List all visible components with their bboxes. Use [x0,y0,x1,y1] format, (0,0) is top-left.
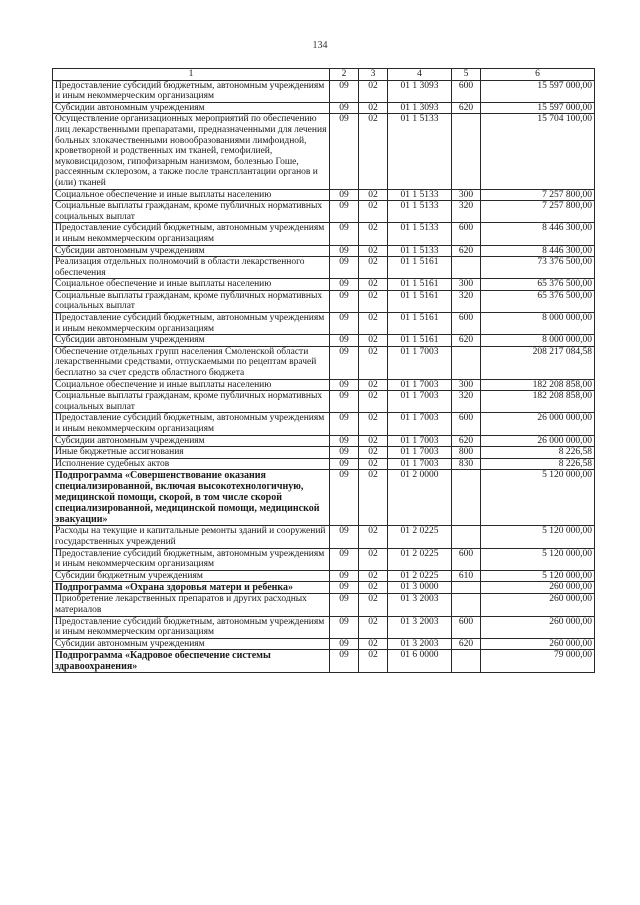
section-code-cell: 09 [330,638,359,650]
target-article-cell: 01 1 5161 [388,313,452,335]
amount-cell: 15 597 000,00 [481,102,595,114]
table-row [53,114,595,189]
table-row [53,313,595,335]
table-row [53,223,595,245]
table-row [53,245,595,257]
expense-type-cell: 600 [452,413,481,435]
section-code-cell: 09 [330,201,359,223]
section-code-cell: 09 [330,223,359,245]
target-article-cell: 01 1 5133 [388,201,452,223]
target-article-cell: 01 1 5133 [388,245,452,257]
expense-type-cell [452,114,481,189]
amount-cell: 182 208 858,00 [481,379,595,391]
subsection-code-cell: 02 [359,638,388,650]
subsection-code-cell: 02 [359,548,388,570]
amount-cell: 5 120 000,00 [481,570,595,582]
target-article-cell: 01 2 0225 [388,526,452,548]
item-name-cell: Подпрограмма «Охрана здоровья матери и ребенка» [53,582,330,594]
section-code-cell: 09 [330,458,359,470]
section-code-cell: 09 [330,650,359,673]
target-article-cell: 01 1 3093 [388,80,452,102]
section-code-cell: 09 [330,435,359,447]
item-name-cell: Подпрограмма «Кадровое обеспечение системы здравоохранения» [53,650,330,673]
subsection-code-cell: 02 [359,447,388,459]
item-name-cell: Осуществление организационных мероприятий по обеспечению лиц лекарственными препаратами, предназначенными для лечения больных злокачественными новообразованиями лимфоидной, кроветворной и родственных им тканей, гемофилией, муковисцидозом, гипофизарным нанизмом, болезнью Гоше, рассеянным склерозом, а также после трансплантации органов и (или) тканей [53,114,330,189]
subsection-code-cell: 02 [359,223,388,245]
budget-table [52,68,595,673]
expense-type-cell [452,650,481,673]
amount-cell: 260 000,00 [481,638,595,650]
subsection-code-cell: 02 [359,102,388,114]
item-name-cell: Предоставление субсидий бюджетным, автономным учреждениям и иным некоммерческим организациям [53,548,330,570]
expense-type-cell [452,257,481,279]
subsection-code-cell: 02 [359,526,388,548]
amount-cell: 26 000 000,00 [481,413,595,435]
target-article-cell: 01 1 7003 [388,413,452,435]
column-number-4: 4 [388,69,452,81]
target-article-cell: 01 6 0000 [388,650,452,673]
item-name-cell: Расходы на текущие и капитальные ремонты зданий и сооружений государственных учреждений [53,526,330,548]
item-name-cell: Предоставление субсидий бюджетным, автономным учреждениям и иным некоммерческим организациям [53,616,330,638]
page-number: 134 [312,40,328,51]
target-article-cell: 01 3 0000 [388,582,452,594]
section-code-cell: 09 [330,570,359,582]
target-article-cell: 01 2 0000 [388,470,452,526]
amount-cell: 260 000,00 [481,616,595,638]
table-row [53,594,595,616]
section-code-cell: 09 [330,313,359,335]
expense-type-cell [452,594,481,616]
subsection-code-cell: 02 [359,582,388,594]
amount-cell: 208 217 084,58 [481,346,595,379]
table-row [53,413,595,435]
section-code-cell: 09 [330,80,359,102]
table-row [53,616,595,638]
table-row [53,435,595,447]
expense-type-cell: 320 [452,290,481,312]
item-name-cell: Социальное обеспечение и иные выплаты населению [53,279,330,291]
item-name-cell: Приобретение лекарственных препаратов и других расходных материалов [53,594,330,616]
section-code-cell: 09 [330,279,359,291]
item-name-cell: Обеспечение отдельных групп населения Смоленской области лекарственными средствами, отпускаемыми по рецептам врачей бесплатно за счет средств областного бюджета [53,346,330,379]
table-row [53,257,595,279]
amount-cell: 8 000 000,00 [481,313,595,335]
subsection-code-cell: 02 [359,594,388,616]
subsection-code-cell: 02 [359,413,388,435]
expense-type-cell: 610 [452,570,481,582]
expense-type-cell: 620 [452,638,481,650]
table-row [53,189,595,201]
item-name-cell: Социальное обеспечение и иные выплаты населению [53,379,330,391]
item-name-cell: Предоставление субсидий бюджетным, автономным учреждениям и иным некоммерческим организациям [53,223,330,245]
section-code-cell: 09 [330,102,359,114]
expense-type-cell: 300 [452,279,481,291]
expense-type-cell: 300 [452,379,481,391]
subsection-code-cell: 02 [359,245,388,257]
expense-type-cell: 620 [452,102,481,114]
subsection-code-cell: 02 [359,201,388,223]
target-article-cell: 01 2 0225 [388,570,452,582]
subsection-code-cell: 02 [359,290,388,312]
section-code-cell: 09 [330,257,359,279]
column-number-6: 6 [481,69,595,81]
item-name-cell: Социальные выплаты гражданам, кроме публичных нормативных социальных выплат [53,201,330,223]
target-article-cell: 01 1 5133 [388,114,452,189]
section-code-cell: 09 [330,379,359,391]
table-row [53,582,595,594]
expense-type-cell: 620 [452,335,481,347]
amount-cell: 15 597 000,00 [481,80,595,102]
amount-cell: 260 000,00 [481,582,595,594]
expense-type-cell [452,346,481,379]
table-row [53,526,595,548]
target-article-cell: 01 1 3093 [388,102,452,114]
expense-type-cell: 600 [452,223,481,245]
section-code-cell: 09 [330,245,359,257]
table-row [53,447,595,459]
subsection-code-cell: 02 [359,379,388,391]
subsection-code-cell: 02 [359,470,388,526]
section-code-cell: 09 [330,114,359,189]
target-article-cell: 01 1 5161 [388,335,452,347]
table-row [53,346,595,379]
table-row [53,470,595,526]
expense-type-cell: 300 [452,189,481,201]
amount-cell: 5 120 000,00 [481,470,595,526]
amount-cell: 8 226,58 [481,447,595,459]
item-name-cell: Реализация отдельных полномочий в области лекарственного обеспечения [53,257,330,279]
subsection-code-cell: 02 [359,346,388,379]
expense-type-cell: 600 [452,313,481,335]
amount-cell: 65 376 500,00 [481,290,595,312]
item-name-cell: Социальное обеспечение и иные выплаты населению [53,189,330,201]
expense-type-cell [452,526,481,548]
item-name-cell: Предоставление субсидий бюджетным, автономным учреждениям и иным некоммерческим организациям [53,313,330,335]
target-article-cell: 01 1 7003 [388,458,452,470]
target-article-cell: 01 3 2003 [388,594,452,616]
amount-cell: 65 376 500,00 [481,279,595,291]
section-code-cell: 09 [330,290,359,312]
target-article-cell: 01 1 5133 [388,223,452,245]
section-code-cell: 09 [330,189,359,201]
expense-type-cell [452,582,481,594]
item-name-cell: Предоставление субсидий бюджетным, автономным учреждениям и иным некоммерческим организациям [53,413,330,435]
section-code-cell: 09 [330,470,359,526]
subsection-code-cell: 02 [359,279,388,291]
expense-type-cell: 600 [452,80,481,102]
item-name-cell: Субсидии автономным учреждениям [53,245,330,257]
column-number-2: 2 [330,69,359,81]
expense-type-cell [452,470,481,526]
expense-type-cell: 620 [452,245,481,257]
section-code-cell: 09 [330,582,359,594]
table-row [53,279,595,291]
amount-cell: 15 704 100,00 [481,114,595,189]
section-code-cell: 09 [330,616,359,638]
subsection-code-cell: 02 [359,335,388,347]
table-row [53,638,595,650]
table-row [53,379,595,391]
item-name-cell: Социальные выплаты гражданам, кроме публичных нормативных социальных выплат [53,391,330,413]
amount-cell: 7 257 800,00 [481,189,595,201]
section-code-cell: 09 [330,594,359,616]
amount-cell: 26 000 000,00 [481,435,595,447]
section-code-cell: 09 [330,335,359,347]
table-row [53,391,595,413]
section-code-cell: 09 [330,526,359,548]
subsection-code-cell: 02 [359,458,388,470]
table-row [53,335,595,347]
amount-cell: 5 120 000,00 [481,526,595,548]
column-number-1: 1 [53,69,330,81]
subsection-code-cell: 02 [359,435,388,447]
target-article-cell: 01 1 7003 [388,346,452,379]
subsection-code-cell: 02 [359,80,388,102]
subsection-code-cell: 02 [359,650,388,673]
target-article-cell: 01 1 7003 [388,435,452,447]
column-number-3: 3 [359,69,388,81]
amount-cell: 182 208 858,00 [481,391,595,413]
target-article-cell: 01 1 5161 [388,257,452,279]
amount-cell: 8 446 300,00 [481,245,595,257]
item-name-cell: Субсидии автономным учреждениям [53,435,330,447]
subsection-code-cell: 02 [359,257,388,279]
target-article-cell: 01 1 5161 [388,290,452,312]
column-number-header-row [53,69,595,81]
target-article-cell: 01 3 2003 [388,638,452,650]
expense-type-cell: 320 [452,201,481,223]
expense-type-cell: 600 [452,548,481,570]
expense-type-cell: 800 [452,447,481,459]
target-article-cell: 01 3 2003 [388,616,452,638]
target-article-cell: 01 1 7003 [388,391,452,413]
table-row [53,570,595,582]
table-row [53,290,595,312]
section-code-cell: 09 [330,391,359,413]
amount-cell: 8 000 000,00 [481,335,595,347]
item-name-cell: Субсидии автономным учреждениям [53,335,330,347]
target-article-cell: 01 1 5161 [388,279,452,291]
section-code-cell: 09 [330,346,359,379]
expense-type-cell: 620 [452,435,481,447]
item-name-cell: Предоставление субсидий бюджетным, автономным учреждениям и иным некоммерческим организациям [53,80,330,102]
section-code-cell: 09 [330,447,359,459]
table-row [53,548,595,570]
table-row [53,201,595,223]
target-article-cell: 01 1 7003 [388,379,452,391]
column-number-5: 5 [452,69,481,81]
target-article-cell: 01 2 0225 [388,548,452,570]
section-code-cell: 09 [330,548,359,570]
amount-cell: 260 000,00 [481,594,595,616]
subsection-code-cell: 02 [359,616,388,638]
item-name-cell: Субсидии бюджетным учреждениям [53,570,330,582]
subsection-code-cell: 02 [359,391,388,413]
amount-cell: 8 226,58 [481,458,595,470]
expense-type-cell: 320 [452,391,481,413]
table-row [53,650,595,673]
amount-cell: 5 120 000,00 [481,548,595,570]
target-article-cell: 01 1 7003 [388,447,452,459]
item-name-cell: Иные бюджетные ассигнования [53,447,330,459]
subsection-code-cell: 02 [359,313,388,335]
item-name-cell: Исполнение судебных актов [53,458,330,470]
table-row [53,458,595,470]
item-name-cell: Субсидии автономным учреждениям [53,102,330,114]
item-name-cell: Подпрограмма «Совершенствование оказания специализированной, включая высокотехнологичную, медицинской помощи, скорой, в том числе скорой специализированной, медицинской помощи, медицинской эвакуации» [53,470,330,526]
item-name-cell: Социальные выплаты гражданам, кроме публичных нормативных социальных выплат [53,290,330,312]
table-row [53,80,595,102]
subsection-code-cell: 02 [359,189,388,201]
subsection-code-cell: 02 [359,114,388,189]
expense-type-cell: 600 [452,616,481,638]
budget-table-body [53,69,595,673]
expense-type-cell: 830 [452,458,481,470]
amount-cell: 79 000,00 [481,650,595,673]
target-article-cell: 01 1 5133 [388,189,452,201]
table-row [53,102,595,114]
amount-cell: 73 376 500,00 [481,257,595,279]
amount-cell: 8 446 300,00 [481,223,595,245]
section-code-cell: 09 [330,413,359,435]
amount-cell: 7 257 800,00 [481,201,595,223]
subsection-code-cell: 02 [359,570,388,582]
item-name-cell: Субсидии автономным учреждениям [53,638,330,650]
